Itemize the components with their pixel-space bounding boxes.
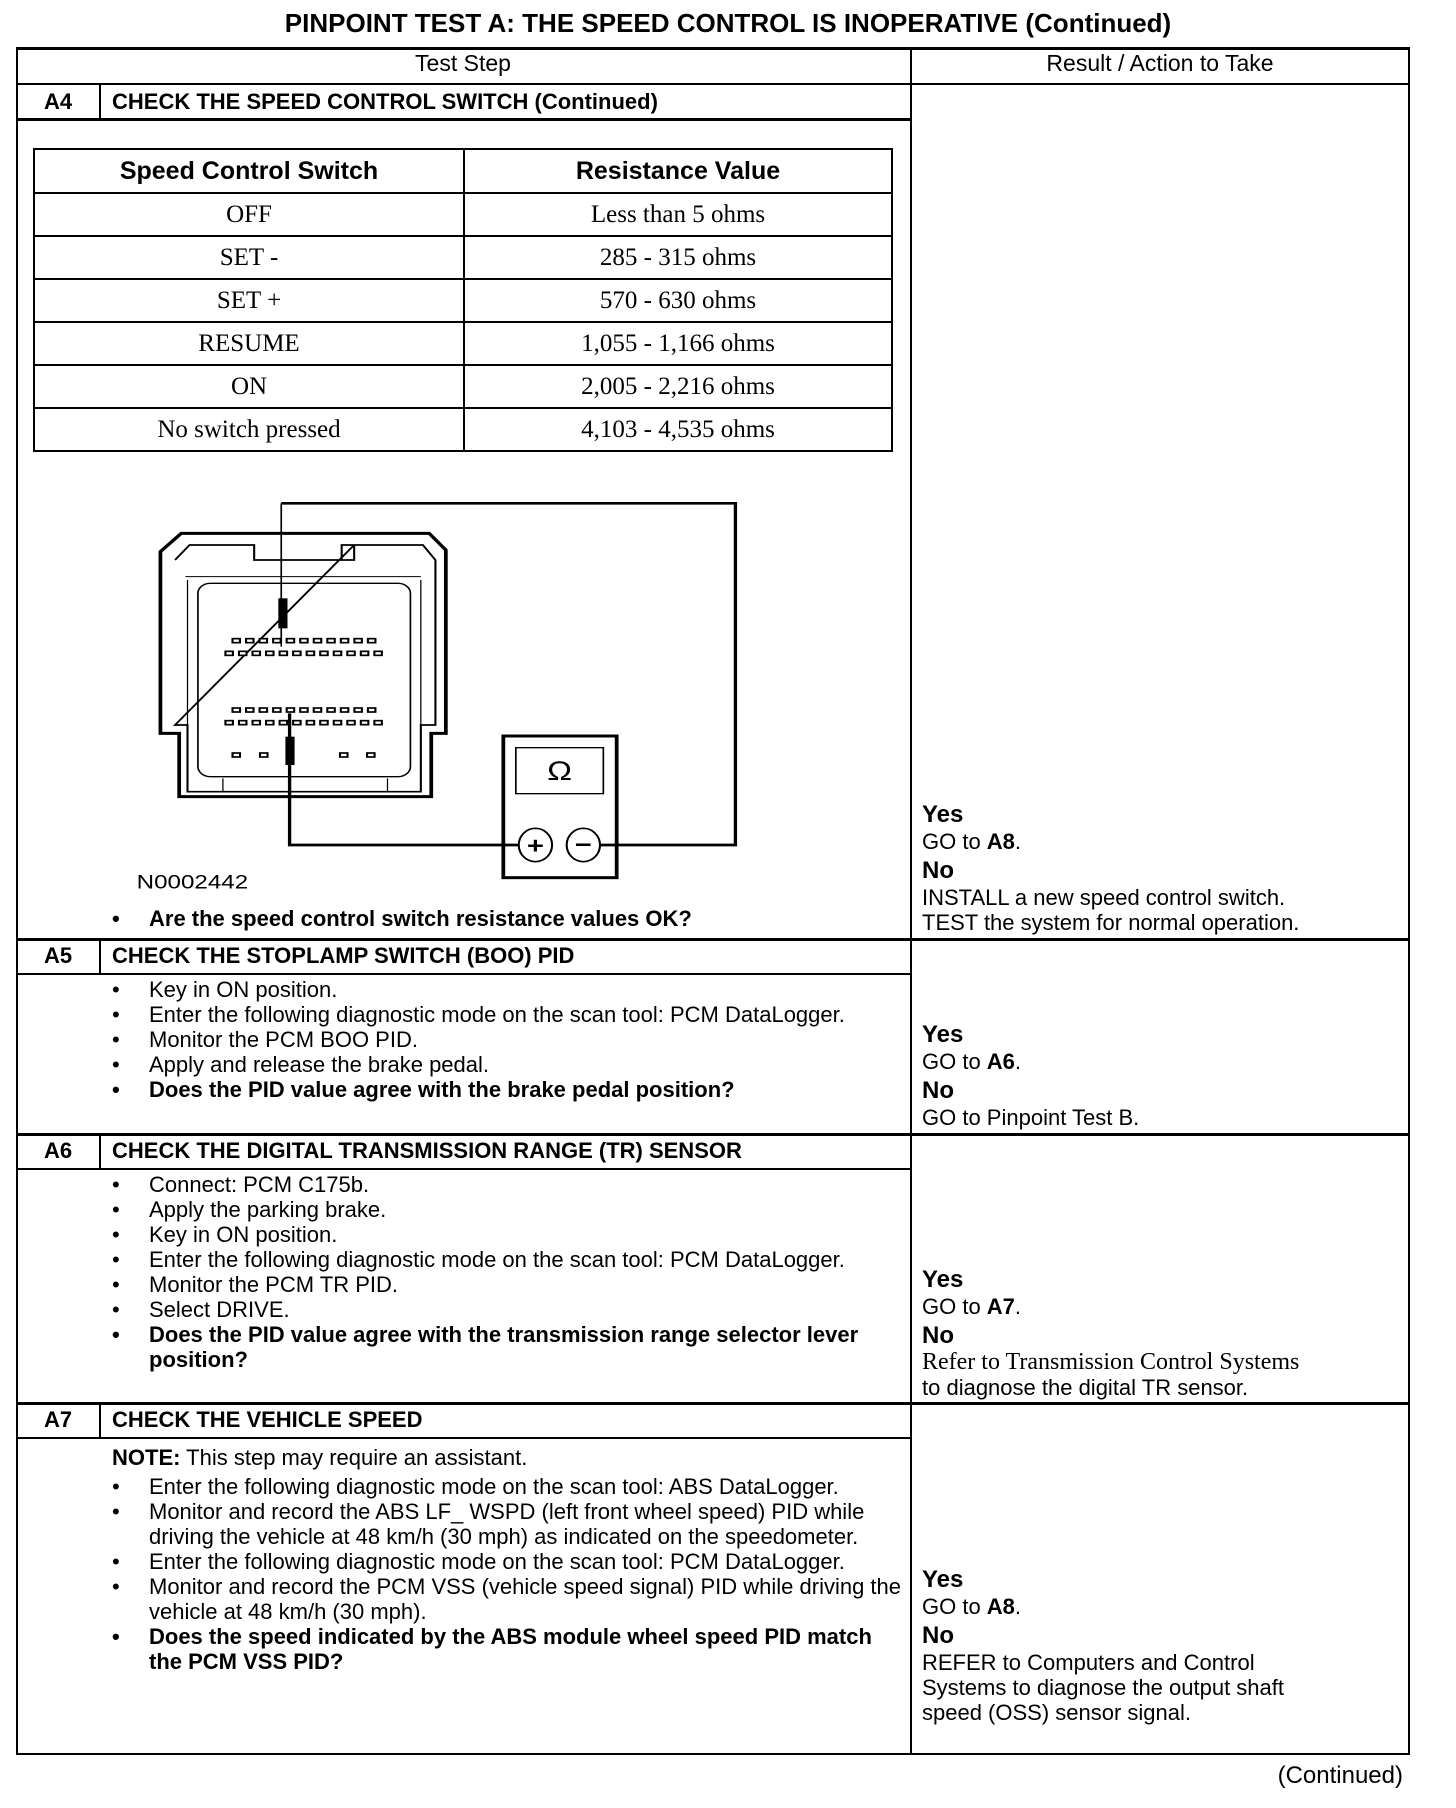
connector-rim (185, 577, 420, 774)
pin-cavity (314, 639, 322, 643)
table-row (34, 365, 892, 408)
a7-result (922, 1405, 1402, 1725)
pin-cavity (327, 708, 335, 712)
list-item: • Monitor the PCM TR PID. (112, 1272, 902, 1297)
question: • Are the speed control switch resistance values OK? (112, 906, 902, 931)
result-yes-action (922, 1049, 1402, 1074)
result-yes-action (922, 1294, 1402, 1319)
list-item: • Key in ON position. (112, 977, 902, 1002)
continued-footer: (Continued) (1277, 1762, 1403, 1789)
result-no-label: No (922, 1322, 954, 1349)
table-cell: 1,055 - 1,166 ohms (464, 322, 892, 365)
table-row (34, 408, 892, 451)
table-cell: 2,005 - 2,216 ohms (464, 365, 892, 408)
pin-cavity (340, 753, 348, 757)
pin-cavity (327, 639, 335, 643)
step-link[interactable]: A8 (986, 1594, 1015, 1619)
pin-cavity (260, 708, 268, 712)
connector-inner-shell (175, 545, 435, 792)
result-text: GO to (922, 1294, 987, 1319)
list-item: • Apply and release the brake pedal. (112, 1052, 902, 1077)
positive-test-lead (290, 713, 519, 845)
note-text: This step may require an assistant. (180, 1445, 528, 1470)
pin-cavity (253, 721, 261, 725)
connector-face (198, 583, 411, 776)
pin-cavity (367, 753, 375, 757)
step-title: CHECK THE VEHICLE SPEED (112, 1407, 423, 1432)
table-cell: ON (34, 365, 464, 408)
plus-icon: + (526, 832, 544, 859)
pin-cavity (246, 708, 254, 712)
pin-cavity (307, 651, 315, 655)
result-yes-action (922, 1594, 1402, 1619)
connector-latch (223, 778, 388, 791)
pin-cavity (293, 651, 301, 655)
negative-test-lead (281, 503, 735, 845)
connector-outer-shell (160, 533, 445, 796)
a5-result (922, 941, 1402, 1130)
pin-cavity (253, 651, 261, 655)
list-item: • Key in ON position. (112, 1222, 902, 1247)
pin-cavity (233, 708, 241, 712)
row-divider (16, 118, 911, 121)
pin-cavity (374, 721, 382, 725)
pin-cavity (314, 708, 322, 712)
pin-cavity (307, 721, 315, 725)
result-no-action: speed (OSS) sensor signal. (922, 1700, 1192, 1725)
table-bottom-border (16, 1753, 1410, 1755)
pin-cavity (361, 651, 369, 655)
pin-cavity (287, 708, 295, 712)
result-yes-label: Yes (922, 1266, 964, 1293)
result-text: . (1014, 829, 1022, 854)
pin-cavity (260, 639, 268, 643)
result-text: GO to (922, 829, 987, 854)
result-text: . (1014, 1594, 1022, 1619)
question: • Does the speed indicated by the ABS module wheel speed PID match the PCM VSS PID? (112, 1624, 902, 1674)
pin-cavity (233, 639, 241, 643)
column-header: Resistance Value (464, 149, 892, 193)
table-row (34, 193, 892, 236)
pin-cavity (246, 639, 254, 643)
step-id: A7 (43, 1407, 73, 1432)
table-cell: 570 - 630 ohms (464, 279, 892, 322)
pin-cavity (341, 708, 349, 712)
list-item: • Apply the parking brake. (112, 1197, 902, 1222)
pin-cavity (266, 721, 274, 725)
pin-cavity (225, 721, 233, 725)
pin-cavity (233, 753, 241, 757)
page-title: PINPOINT TEST A: THE SPEED CONTROL IS INOPERATIVE (Continued) (284, 8, 1172, 38)
probe-bottom (285, 737, 294, 765)
table-cell: Less than 5 ohms (464, 193, 892, 236)
result-text: . (1014, 1049, 1022, 1074)
pin-cavity (347, 721, 355, 725)
header-test-step: Test Step (415, 50, 511, 76)
table-row (34, 236, 892, 279)
step-title: CHECK THE DIGITAL TRANSMISSION RANGE (TR) SENSOR (112, 1138, 742, 1163)
table-row (34, 322, 892, 365)
pin-cavity (260, 753, 268, 757)
a4-result (922, 121, 1402, 935)
connector-diagram (100, 480, 750, 900)
result-text: GO to (922, 1594, 987, 1619)
result-yes-action (922, 829, 1402, 854)
column-divider (910, 47, 912, 1755)
table-header-row (34, 149, 892, 193)
result-yes-label: Yes (922, 1566, 964, 1593)
list-item: • Enter the following diagnostic mode on the scan tool: PCM DataLogger. (112, 1247, 902, 1272)
pin-cavity (320, 651, 328, 655)
table-cell: RESUME (34, 322, 464, 365)
list-item: • Monitor and record the PCM VSS (vehicle speed signal) PID while driving the vehicle at 48 km/h (30 mph). (112, 1574, 902, 1624)
step-title: CHECK THE SPEED CONTROL SWITCH (Continued) (112, 89, 658, 114)
ohm-symbol: Ω (547, 757, 573, 787)
list-item: • Enter the following diagnostic mode on the scan tool: PCM DataLogger. (112, 1002, 902, 1027)
result-yes-label: Yes (922, 1021, 964, 1048)
pin-cavity (354, 708, 362, 712)
step-link[interactable]: A6 (986, 1049, 1015, 1074)
result-no-action: INSTALL a new speed control switch. (922, 885, 1286, 910)
list-item: • Monitor and record the ABS LF_ WSPD (left front wheel speed) PID while driving the vehicle at 48 km/h (30 mph) as indicated on the speedometer. (112, 1499, 902, 1549)
result-no-action: Systems to diagnose the output shaft (922, 1675, 1285, 1700)
row-divider (16, 973, 911, 975)
figure-id: N0002442 (136, 870, 249, 893)
pin-cavity (273, 639, 281, 643)
table-row (34, 279, 892, 322)
table-cell: 4,103 - 4,535 ohms (464, 408, 892, 451)
question: • Does the PID value agree with the brake pedal position? (112, 1077, 902, 1102)
question: • Does the PID value agree with the transmission range selector lever position? (112, 1322, 902, 1372)
table-right-border (1408, 47, 1410, 1755)
a4-question-list (112, 906, 902, 931)
list-item: • Enter the following diagnostic mode on the scan tool: ABS DataLogger. (112, 1474, 902, 1499)
pin-cavity (300, 708, 308, 712)
step-title: CHECK THE STOPLAMP SWITCH (BOO) PID (112, 943, 575, 968)
pin-cavity (354, 639, 362, 643)
list-item: • Enter the following diagnostic mode on the scan tool: PCM DataLogger. (112, 1549, 902, 1574)
pin-cavity (320, 721, 328, 725)
a6-result (922, 1136, 1402, 1400)
table-cell: No switch pressed (34, 408, 464, 451)
step-link[interactable]: A7 (986, 1294, 1015, 1319)
table-cell: 285 - 315 ohms (464, 236, 892, 279)
pin-cavity (341, 639, 349, 643)
list-item: • Select DRIVE. (112, 1297, 902, 1322)
result-no-action: GO to Pinpoint Test B. (922, 1105, 1140, 1130)
pin-cavity (334, 721, 342, 725)
resistance-table (33, 148, 893, 452)
minus-icon: − (574, 831, 592, 858)
probe-top (278, 598, 287, 628)
pin-cavity (239, 651, 247, 655)
table-cell: OFF (34, 193, 464, 236)
result-no-action: REFER to Computers and Control (922, 1650, 1255, 1675)
pin-cavity (361, 721, 369, 725)
result-no-action: Refer to Transmission Control Systems (922, 1349, 1300, 1375)
column-header: Speed Control Switch (34, 149, 464, 193)
pin-cavity (239, 721, 247, 725)
a7-steps (112, 1474, 902, 1674)
pin-cavity (280, 721, 288, 725)
row-divider (16, 1437, 911, 1439)
result-text: GO to (922, 1049, 987, 1074)
step-id: A6 (43, 1138, 73, 1163)
result-no-action: to diagnose the digital TR sensor. (922, 1375, 1249, 1400)
pin-cavity (347, 651, 355, 655)
step-id: A5 (43, 943, 73, 968)
table-cell: SET + (34, 279, 464, 322)
result-no-action: TEST the system for normal operation. (922, 910, 1300, 935)
a5-steps (112, 977, 902, 1102)
pin-cavity (287, 639, 295, 643)
pin-cavity (368, 708, 376, 712)
list-item: • Monitor the PCM BOO PID. (112, 1027, 902, 1052)
step-link[interactable]: A8 (986, 829, 1015, 854)
pin-cavity (293, 721, 301, 725)
step-id: A4 (43, 89, 73, 114)
pin-cavity (225, 651, 233, 655)
table-left-border (16, 47, 18, 1755)
result-no-label: No (922, 1077, 954, 1104)
list-item: • Connect: PCM C175b. (112, 1172, 902, 1197)
connector-diagram-svg (100, 480, 750, 900)
pin-cavity (368, 639, 376, 643)
pin-cavity (300, 639, 308, 643)
pin-cavity (374, 651, 382, 655)
result-text: . (1014, 1294, 1022, 1319)
pin-cavity (280, 651, 288, 655)
result-no-label: No (922, 857, 954, 884)
pin-cavity (266, 651, 274, 655)
pin-cavity (273, 708, 281, 712)
header-result: Result / Action to Take (1046, 50, 1274, 76)
note (112, 1445, 527, 1470)
pin-cavity (334, 651, 342, 655)
row-divider (16, 1168, 911, 1170)
result-no-label: No (922, 1622, 954, 1649)
table-cell: SET - (34, 236, 464, 279)
a6-steps (112, 1172, 902, 1372)
header-divider (16, 83, 1410, 85)
result-yes-label: Yes (922, 801, 964, 828)
note-label: NOTE: (112, 1445, 181, 1470)
